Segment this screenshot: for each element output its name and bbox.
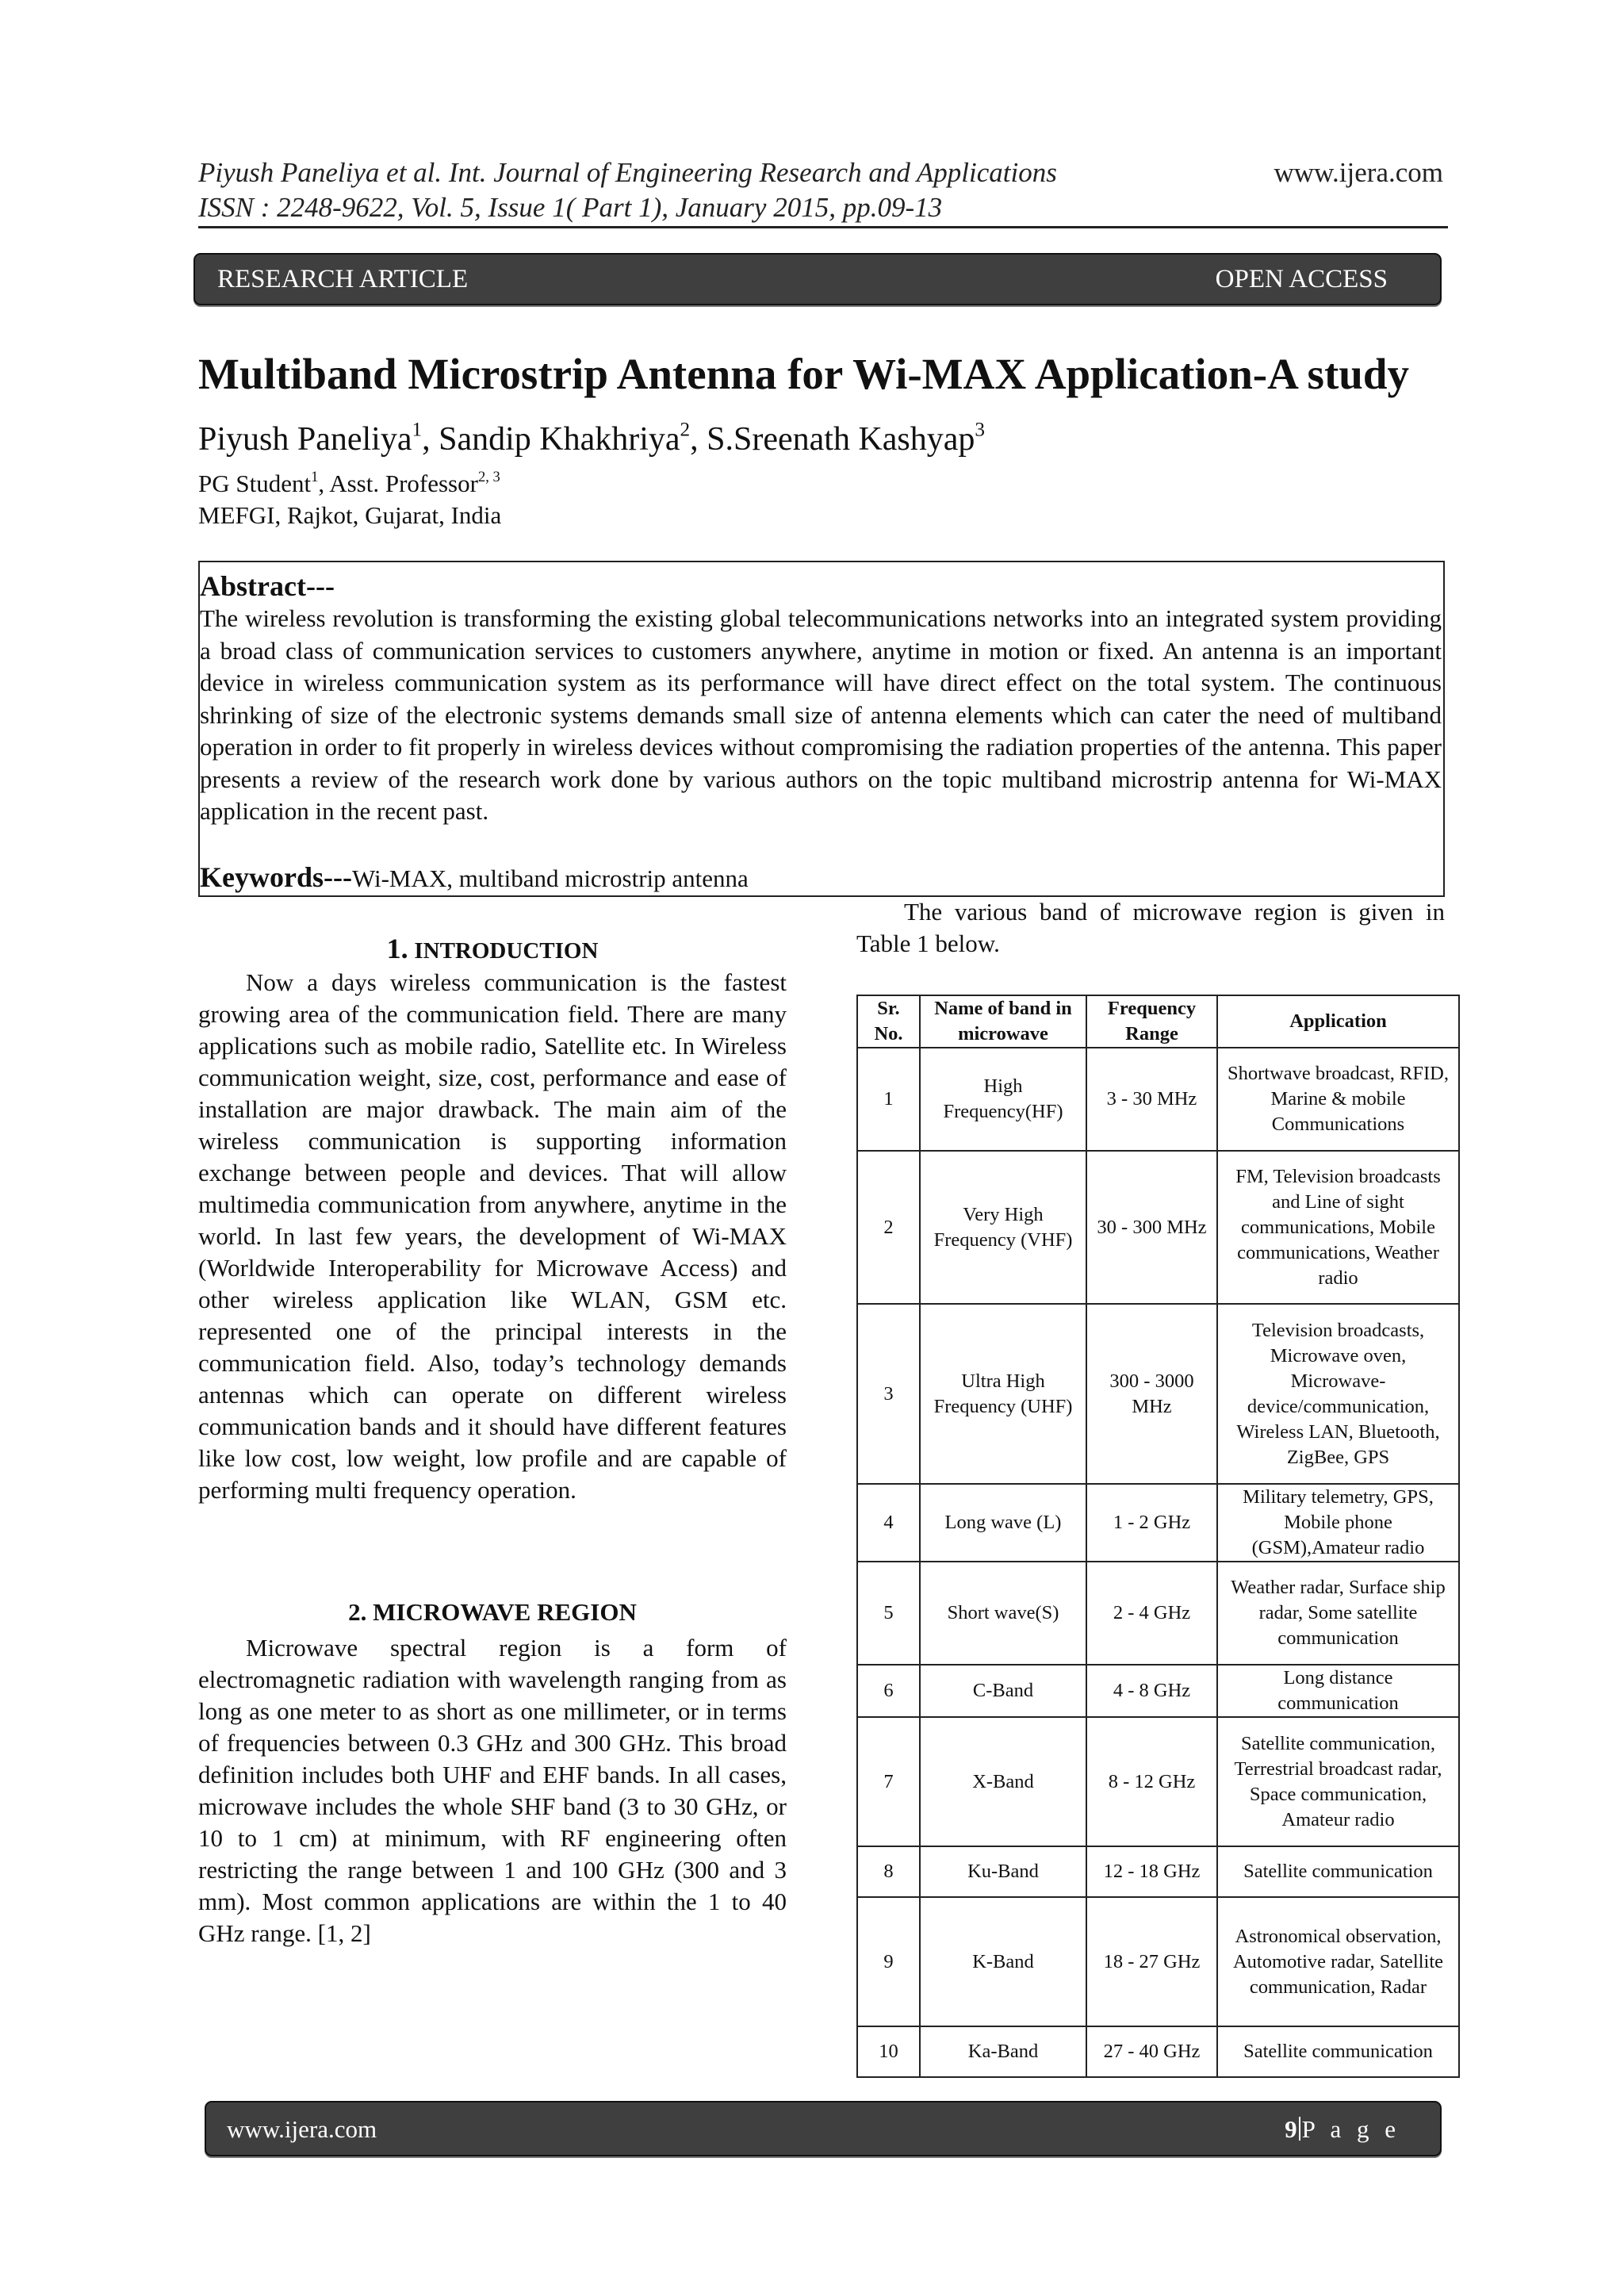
author-roles: PG Student$^1$, Asst. Professor$^{2, 3}$ <box>198 468 500 497</box>
author-name: Piyush Paneliya <box>198 421 412 458</box>
cell-sr-no: 9 <box>857 1897 920 2026</box>
table-row <box>857 2026 1459 2077</box>
introduction-text: Now a days wireless communication is the fastest growing area of the communication field. There are many applications such as mobile radio, Satellite etc. In Wireless communication weight, size, cost, performance and ease of installation are major drawback. The main aim of the wireless communication is supporting information exchange between people and devices. That will allow multimedia communication from anywhere, anytime in the world. In last few years, the development of Wi-MAX (Worldwide Interoperability for Microwave Access) and other wireless application like WLAN, GSM etc. represented one of the principal interests in the communication field. Also, today’s technology demands antennas which can operate on different wireless communication bands and it should have different features like low cost, low weight, low profile and are capable of performing multi frequency operation. <box>198 968 787 1504</box>
author-superscript: 3 <box>975 419 985 441</box>
author-superscript: 1 <box>412 419 423 441</box>
research-article-label: RESEARCH ARTICLE <box>217 265 469 293</box>
table-row <box>857 1304 1459 1484</box>
open-access-label: OPEN ACCESS <box>1215 265 1388 293</box>
author-name: S.Sreenath Kashyap <box>707 421 975 458</box>
cell-application: Satellite communication, Terrestrial broadcast radar, Space communication, Amateur radio <box>1217 1717 1459 1846</box>
cell-sr-no: 3 <box>857 1304 920 1484</box>
cell-application: Military telemetry, GPS, Mobile phone (GSM),Amateur radio <box>1217 1484 1459 1562</box>
cell-application: FM, Television broadcasts and Line of sight communications, Mobile communications, Weather radio <box>1217 1151 1459 1304</box>
cell-band-name: Very High Frequency (VHF) <box>920 1151 1086 1304</box>
cell-band-name: C-Band <box>920 1665 1086 1717</box>
author-superscript: 2 <box>680 419 691 441</box>
cell-application: Television broadcasts, Microwave oven, Microwave-device/communication, Wireless LAN, Bluetooth, ZigBee, GPS <box>1217 1304 1459 1484</box>
cell-band-name: Ku-Band <box>920 1846 1086 1897</box>
cell-sr-no: 2 <box>857 1151 920 1304</box>
cell-frequency-range: 18 - 27 GHz <box>1086 1897 1217 2026</box>
microwave-region-text: Microwave spectral region is a form of electromagnetic radiation with wavelength ranging from as long as one meter to as short as one millimeter, or in terms of frequencies between 0.3 GHz and 300 GHz. This broad definition includes both UHF and EHF bands. In all cases, microwave includes the whole SHF band (3 to 30 GHz, or 10 to 1 cm) at minimum, with RF engineering often restricting the range between 1 and 100 GHz (300 and 3 mm). Most common applications are within the 1 to 40 GHz range. [1, 2] <box>198 1634 787 1947</box>
author-affiliations <box>198 468 501 531</box>
table-header-row <box>857 995 1459 1048</box>
author-name: Sandip Khakhriya <box>439 421 680 458</box>
institution: MEFGI, Rajkot, Gujarat, India <box>198 501 502 529</box>
abstract-text: The wireless revolution is transforming the existing global telecommunications networks into an integrated system providing a broad class of communication services to customers anywhere, anytime in motion or fixed. An antenna is an important device in wireless communication system as its performance will have direct effect on the total system. The continuous shrinking of size of the electronic systems demands small size of antenna elements which can cater the need of multiband operation in order to fit properly in wireless devices without compromising the radiation properties of the antenna. This paper presents a review of the research work done by various authors on the topic multiband microstrip antenna for Wi-MAX application in the recent past. <box>200 604 1442 825</box>
cell-sr-no: 6 <box>857 1665 920 1717</box>
journal-line: Piyush Paneliya et al. Int. Journal of Engineering Research and Applications <box>198 157 1057 188</box>
cell-band-name: K-Band <box>920 1897 1086 2026</box>
cell-frequency-range: 3 - 30 MHz <box>1086 1048 1217 1151</box>
table-row <box>857 1484 1459 1562</box>
table-row <box>857 1717 1459 1846</box>
page-separator <box>1299 2117 1300 2141</box>
cell-application: Weather radar, Surface ship radar, Some satellite communication <box>1217 1562 1459 1665</box>
cell-application: Astronomical observation, Automotive radar, Satellite communication, Radar <box>1217 1897 1459 2026</box>
column-header-sr-no: Sr. No. <box>857 995 920 1048</box>
cell-band-name: High Frequency(HF) <box>920 1048 1086 1151</box>
table-row <box>857 1897 1459 2026</box>
cell-sr-no: 10 <box>857 2026 920 2077</box>
page-word: P a g e <box>1301 2115 1400 2143</box>
table-row <box>857 1048 1459 1151</box>
running-header <box>198 155 1443 225</box>
cell-sr-no: 1 <box>857 1048 920 1151</box>
table-row <box>857 1151 1459 1304</box>
cell-application: Satellite communication <box>1217 1846 1459 1897</box>
cell-band-name: Short wave(S) <box>920 1562 1086 1665</box>
table-row <box>857 1562 1459 1665</box>
role-label: Asst. Professor <box>329 470 478 497</box>
column-header-band-name: Name of band in microwave <box>920 995 1086 1048</box>
table-intro-text: The various band of microwave region is given in Table 1 below. <box>856 898 1445 957</box>
cell-sr-no: 5 <box>857 1562 920 1665</box>
keywords-label: Keywords--- <box>200 861 352 893</box>
cell-frequency-range: 4 - 8 GHz <box>1086 1665 1217 1717</box>
page-footer <box>205 2101 1442 2156</box>
page-number-label <box>1285 2115 1400 2144</box>
cell-sr-no: 8 <box>857 1846 920 1897</box>
page-number: 9 <box>1285 2115 1297 2143</box>
cell-frequency-range: 1 - 2 GHz <box>1086 1484 1217 1562</box>
cell-application: Shortwave broadcast, RFID, Marine & mobile Communications <box>1217 1048 1459 1151</box>
abstract-heading: Abstract--- <box>200 570 335 602</box>
header-website-link[interactable]: www.ijera.com <box>1274 157 1443 188</box>
section-number: 1. <box>386 933 408 964</box>
cell-frequency-range: 27 - 40 GHz <box>1086 2026 1217 2077</box>
article-type-banner <box>193 253 1442 305</box>
role-label: PG Student <box>198 470 312 497</box>
cell-frequency-range: 2 - 4 GHz <box>1086 1562 1217 1665</box>
section-heading-microwave-region: 2. MICROWAVE REGION <box>348 1598 637 1626</box>
microwave-bands-table <box>856 995 1460 2078</box>
footer-website-link[interactable]: www.ijera.com <box>227 2115 377 2143</box>
cell-frequency-range: 12 - 18 GHz <box>1086 1846 1217 1897</box>
cell-application: Satellite communication <box>1217 2026 1459 2077</box>
cell-application: Long distance communication <box>1217 1665 1459 1717</box>
paper-title: Multiband Microstrip Antenna for Wi-MAX Application-A study <box>198 350 1409 398</box>
keywords <box>200 861 749 894</box>
cell-sr-no: 4 <box>857 1484 920 1562</box>
header-divider <box>198 226 1448 228</box>
cell-band-name: X-Band <box>920 1717 1086 1846</box>
role-superscript: 1 <box>311 468 319 485</box>
table-row <box>857 1846 1459 1897</box>
table-row <box>857 1665 1459 1717</box>
cell-frequency-range: 300 - 3000 MHz <box>1086 1304 1217 1484</box>
cell-frequency-range: 8 - 12 GHz <box>1086 1717 1217 1846</box>
cell-frequency-range: 30 - 300 MHz <box>1086 1151 1217 1304</box>
role-superscript: 2, 3 <box>477 468 500 485</box>
author-list: Piyush Paneliya$^1$, Sandip Khakhriya$^2$, S.Sreenath Kashyap$^3$ <box>198 419 985 458</box>
issn-line: ISSN : 2248-9622, Vol. 5, Issue 1( Part 1), January 2015, pp.09-13 <box>198 192 943 223</box>
cell-band-name: Long wave (L) <box>920 1484 1086 1562</box>
column-header-frequency-range: Frequency Range <box>1086 995 1217 1048</box>
cell-sr-no: 7 <box>857 1717 920 1846</box>
cell-band-name: Ultra High Frequency (UHF) <box>920 1304 1086 1484</box>
section-heading-introduction <box>198 932 787 965</box>
column-header-application: Application <box>1217 995 1459 1048</box>
cell-band-name: Ka-Band <box>920 2026 1086 2077</box>
keywords-value: Wi-MAX, multiband microstrip antenna <box>351 864 749 892</box>
section-title: INTRODUCTION <box>414 938 599 964</box>
